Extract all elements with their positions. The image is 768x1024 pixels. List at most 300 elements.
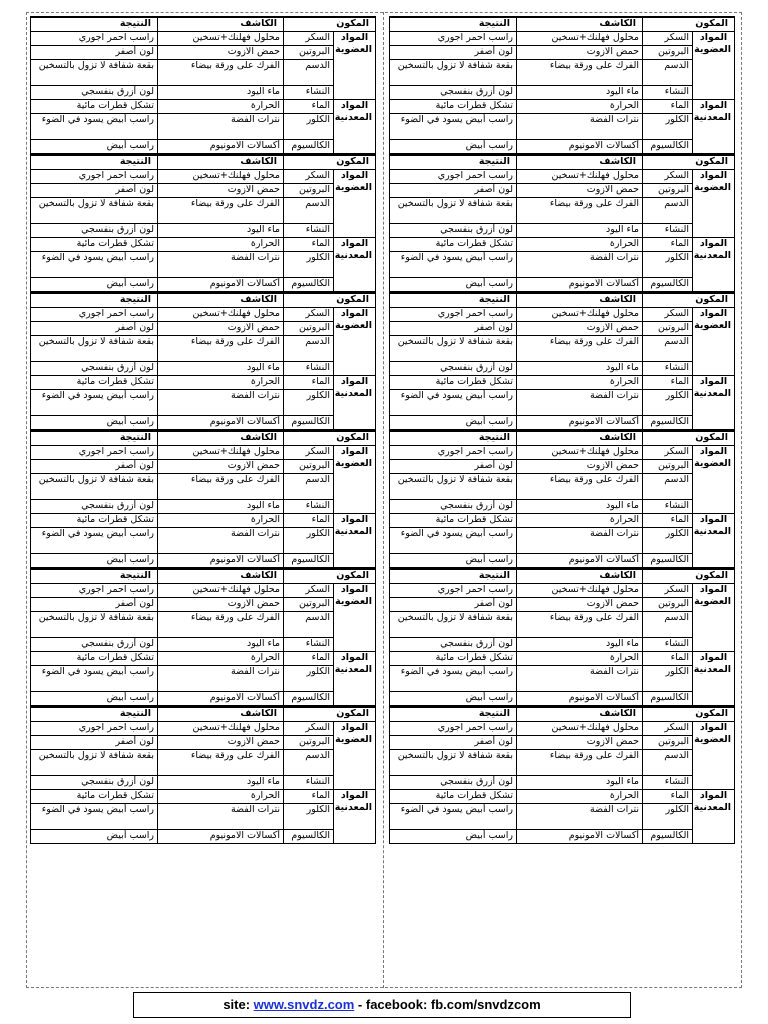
component-cell: الماء (284, 238, 334, 252)
detector-cell: ماء اليود (158, 638, 284, 652)
detector-cell: نترات الفضة (158, 804, 284, 830)
detector-cell: أكسالات الامونيوم (158, 278, 284, 292)
detector-cell: ماء اليود (158, 362, 284, 376)
component-cell: السكر (643, 722, 693, 736)
detector-cell: ماء اليود (517, 500, 643, 514)
result-cell: تشكل قطرات مائية (390, 100, 517, 114)
detector-cell: الفرك على ورقة بيضاء (158, 474, 284, 500)
test-card (30, 292, 376, 430)
detector-cell: ماء اليود (517, 638, 643, 652)
component-cell: الكلور (643, 528, 693, 554)
result-cell: لون أصفر (31, 322, 158, 336)
component-cell: البروتين (643, 184, 693, 198)
result-cell: بقعة شفافة لا تزول بالتسخين (390, 612, 517, 638)
component-cell: السكر (643, 446, 693, 460)
detector-cell: ماء اليود (158, 776, 284, 790)
result-cell: لون أزرق بنفسجي (390, 638, 517, 652)
result-cell: بقعة شفافة لا تزول بالتسخين (390, 60, 517, 86)
detector-cell: محلول فهلنك+تسخين (517, 32, 643, 46)
header-detector: الكاشف (517, 431, 643, 446)
result-cell: تشكل قطرات مائية (31, 790, 158, 804)
detector-cell: حمض الازوت (158, 598, 284, 612)
group-organic: المواد العضوية (334, 32, 376, 100)
component-cell: البروتين (284, 736, 334, 750)
detector-cell: الحرارة (517, 376, 643, 390)
component-cell: الماء (643, 652, 693, 666)
result-cell: راسب أبيض يسود في الضوء (390, 666, 517, 692)
component-cell: الكالسيوم (284, 140, 334, 154)
detector-cell: الحرارة (158, 652, 284, 666)
test-card (30, 706, 376, 844)
component-cell: البروتين (643, 322, 693, 336)
detector-cell: الحرارة (517, 790, 643, 804)
detector-cell: محلول فهلنك+تسخين (517, 722, 643, 736)
header-component: المكون (643, 293, 735, 308)
result-cell: لون أصفر (390, 322, 517, 336)
result-cell: راسب احمر اجوري (31, 32, 158, 46)
component-cell: الكلور (284, 804, 334, 830)
detector-cell: نترات الفضة (158, 114, 284, 140)
component-cell: الماء (643, 100, 693, 114)
group-mineral: المواد المعدنية (334, 514, 376, 568)
result-cell: لون أصفر (390, 736, 517, 750)
component-cell: الماء (284, 514, 334, 528)
result-cell: راسب أبيض (31, 692, 158, 706)
detector-cell: محلول فهلنك+تسخين (158, 308, 284, 322)
detector-cell: ماء اليود (158, 224, 284, 238)
group-mineral: المواد المعدنية (334, 100, 376, 154)
component-cell: الدسم (284, 474, 334, 500)
detector-cell: ماء اليود (517, 362, 643, 376)
result-cell: تشكل قطرات مائية (390, 376, 517, 390)
result-cell: بقعة شفافة لا تزول بالتسخين (390, 336, 517, 362)
component-cell: البروتين (643, 736, 693, 750)
result-cell: لون أزرق بنفسجي (31, 776, 158, 790)
result-cell: راسب احمر اجوري (31, 170, 158, 184)
detector-cell: أكسالات الامونيوم (517, 416, 643, 430)
test-card (389, 292, 735, 430)
result-cell: لون أزرق بنفسجي (31, 86, 158, 100)
detector-cell: محلول فهلنك+تسخين (158, 722, 284, 736)
detector-cell: أكسالات الامونيوم (517, 830, 643, 844)
component-cell: الماء (643, 514, 693, 528)
result-cell: راسب أبيض (31, 554, 158, 568)
result-cell: لون أصفر (31, 736, 158, 750)
group-organic: المواد العضوية (334, 722, 376, 790)
component-cell: البروتين (284, 46, 334, 60)
result-cell: تشكل قطرات مائية (390, 238, 517, 252)
center-cut-line (383, 12, 384, 988)
result-cell: راسب أبيض يسود في الضوء (31, 114, 158, 140)
test-card (30, 16, 376, 154)
result-cell: راسب أبيض (31, 278, 158, 292)
result-cell: بقعة شفافة لا تزول بالتسخين (31, 60, 158, 86)
component-cell: السكر (284, 32, 334, 46)
component-cell: الدسم (643, 198, 693, 224)
header-detector: الكاشف (517, 155, 643, 170)
header-result: النتيجة (31, 431, 158, 446)
result-cell: لون أزرق بنفسجي (390, 224, 517, 238)
group-organic: المواد العضوية (334, 446, 376, 514)
result-cell: راسب أبيض (390, 554, 517, 568)
component-cell: الكلور (643, 252, 693, 278)
header-detector: الكاشف (517, 17, 643, 32)
component-cell: السكر (643, 170, 693, 184)
header-component: المكون (284, 707, 376, 722)
detector-cell: الفرك على ورقة بيضاء (517, 612, 643, 638)
component-cell: السكر (284, 170, 334, 184)
detector-cell: نترات الفضة (517, 666, 643, 692)
detector-cell: الحرارة (158, 238, 284, 252)
header-component: المكون (643, 155, 735, 170)
group-organic: المواد العضوية (693, 446, 735, 514)
detector-cell: الفرك على ورقة بيضاء (158, 612, 284, 638)
test-card (30, 568, 376, 706)
component-cell: البروتين (643, 460, 693, 474)
component-cell: النشاء (643, 362, 693, 376)
detector-cell: الفرك على ورقة بيضاء (158, 60, 284, 86)
group-mineral: المواد المعدنية (334, 376, 376, 430)
header-result: النتيجة (31, 155, 158, 170)
detector-cell: أكسالات الامونيوم (517, 140, 643, 154)
component-cell: الكلور (284, 666, 334, 692)
header-component: المكون (643, 569, 735, 584)
component-cell: الماء (643, 238, 693, 252)
result-cell: تشكل قطرات مائية (31, 652, 158, 666)
detector-cell: حمض الازوت (158, 736, 284, 750)
detector-cell: أكسالات الامونيوم (158, 554, 284, 568)
result-cell: راسب احمر اجوري (390, 446, 517, 460)
result-cell: راسب أبيض يسود في الضوء (390, 114, 517, 140)
detector-cell: محلول فهلنك+تسخين (517, 584, 643, 598)
result-cell: لون أصفر (31, 184, 158, 198)
component-cell: النشاء (643, 86, 693, 100)
result-cell: بقعة شفافة لا تزول بالتسخين (31, 198, 158, 224)
detector-cell: الحرارة (158, 100, 284, 114)
test-card (389, 706, 735, 844)
component-cell: الماء (284, 376, 334, 390)
detector-cell: محلول فهلنك+تسخين (158, 170, 284, 184)
result-cell: راسب احمر اجوري (390, 722, 517, 736)
component-cell: النشاء (643, 638, 693, 652)
component-cell: الكالسيوم (643, 554, 693, 568)
group-organic: المواد العضوية (334, 584, 376, 652)
header-detector: الكاشف (158, 293, 284, 308)
result-cell: راسب احمر اجوري (31, 308, 158, 322)
header-component: المكون (284, 569, 376, 584)
detector-cell: نترات الفضة (517, 252, 643, 278)
component-cell: الكالسيوم (284, 278, 334, 292)
result-cell: لون أصفر (390, 184, 517, 198)
result-cell: راسب أبيض (31, 416, 158, 430)
component-cell: الكلور (643, 666, 693, 692)
detector-cell: أكسالات الامونيوم (517, 554, 643, 568)
component-cell: السكر (643, 32, 693, 46)
group-organic: المواد العضوية (693, 584, 735, 652)
header-result: النتيجة (390, 17, 517, 32)
component-cell: الماء (284, 790, 334, 804)
result-cell: لون أزرق بنفسجي (31, 500, 158, 514)
component-cell: الكالسيوم (284, 416, 334, 430)
result-cell: بقعة شفافة لا تزول بالتسخين (390, 750, 517, 776)
header-detector: الكاشف (158, 155, 284, 170)
result-cell: تشكل قطرات مائية (31, 376, 158, 390)
test-card (389, 154, 735, 292)
header-result: النتيجة (390, 293, 517, 308)
result-cell: راسب أبيض يسود في الضوء (31, 390, 158, 416)
result-cell: راسب أبيض (31, 140, 158, 154)
group-mineral: المواد المعدنية (693, 790, 735, 844)
result-cell: لون أصفر (31, 598, 158, 612)
component-cell: الماء (643, 790, 693, 804)
result-cell: تشكل قطرات مائية (31, 514, 158, 528)
component-cell: النشاء (643, 224, 693, 238)
component-cell: النشاء (284, 638, 334, 652)
header-result: النتيجة (31, 293, 158, 308)
component-cell: الكالسيوم (284, 692, 334, 706)
footer-site-link[interactable]: www.snvdz.com (253, 997, 355, 1012)
detector-cell: حمض الازوت (517, 322, 643, 336)
result-cell: راسب أبيض (31, 830, 158, 844)
group-organic: المواد العضوية (693, 722, 735, 790)
detector-cell: نترات الفضة (158, 390, 284, 416)
result-cell: بقعة شفافة لا تزول بالتسخين (31, 474, 158, 500)
result-cell: لون أزرق بنفسجي (31, 638, 158, 652)
component-cell: الدسم (284, 336, 334, 362)
detector-cell: نترات الفضة (517, 804, 643, 830)
component-cell: الكلور (284, 528, 334, 554)
component-cell: الدسم (284, 612, 334, 638)
result-cell: لون أصفر (31, 460, 158, 474)
component-cell: البروتين (643, 598, 693, 612)
group-mineral: المواد المعدنية (693, 514, 735, 568)
detector-cell: محلول فهلنك+تسخين (158, 584, 284, 598)
header-component: المكون (284, 431, 376, 446)
component-cell: الماء (643, 376, 693, 390)
component-cell: الكالسيوم (643, 416, 693, 430)
detector-cell: نترات الفضة (158, 252, 284, 278)
result-cell: راسب أبيض (390, 830, 517, 844)
result-cell: راسب أبيض يسود في الضوء (31, 528, 158, 554)
detector-cell: محلول فهلنك+تسخين (517, 308, 643, 322)
result-cell: لون أزرق بنفسجي (31, 224, 158, 238)
header-result: النتيجة (31, 17, 158, 32)
footer-facebook: facebook: fb.com/snvdzcom (365, 997, 541, 1012)
component-cell: السكر (284, 308, 334, 322)
detector-cell: أكسالات الامونيوم (517, 692, 643, 706)
result-cell: راسب أبيض يسود في الضوء (390, 528, 517, 554)
detector-cell: حمض الازوت (517, 598, 643, 612)
column-right (389, 16, 734, 844)
header-component: المكون (284, 17, 376, 32)
component-cell: الكلور (643, 390, 693, 416)
result-cell: راسب أبيض يسود في الضوء (390, 390, 517, 416)
result-cell: راسب أبيض (390, 278, 517, 292)
detector-cell: حمض الازوت (517, 46, 643, 60)
group-mineral: المواد المعدنية (693, 652, 735, 706)
detector-cell: ماء اليود (158, 500, 284, 514)
column-left (30, 16, 375, 844)
result-cell: راسب أبيض يسود في الضوء (390, 804, 517, 830)
detector-cell: الحرارة (158, 376, 284, 390)
component-cell: السكر (643, 584, 693, 598)
detector-cell: الفرك على ورقة بيضاء (517, 474, 643, 500)
component-cell: السكر (284, 584, 334, 598)
group-mineral: المواد المعدنية (334, 790, 376, 844)
component-cell: السكر (643, 308, 693, 322)
detector-cell: حمض الازوت (158, 460, 284, 474)
result-cell: تشكل قطرات مائية (390, 652, 517, 666)
group-organic: المواد العضوية (693, 32, 735, 100)
component-cell: الدسم (643, 750, 693, 776)
footer-credits (133, 992, 631, 1018)
header-component: المكون (643, 431, 735, 446)
header-result: النتيجة (390, 569, 517, 584)
group-mineral: المواد المعدنية (693, 376, 735, 430)
detector-cell: الفرك على ورقة بيضاء (158, 750, 284, 776)
component-cell: النشاء (284, 224, 334, 238)
result-cell: راسب أبيض يسود في الضوء (31, 666, 158, 692)
result-cell: راسب احمر اجوري (390, 170, 517, 184)
component-cell: الكلور (284, 114, 334, 140)
header-detector: الكاشف (158, 431, 284, 446)
header-detector: الكاشف (517, 707, 643, 722)
component-cell: الدسم (643, 336, 693, 362)
result-cell: لون أصفر (390, 460, 517, 474)
detector-cell: الفرك على ورقة بيضاء (158, 336, 284, 362)
component-cell: الكالسيوم (643, 692, 693, 706)
result-cell: لون أصفر (31, 46, 158, 60)
test-card (389, 16, 735, 154)
detector-cell: حمض الازوت (517, 460, 643, 474)
component-cell: الكالسيوم (643, 278, 693, 292)
footer-site-label: site: (223, 997, 254, 1012)
group-mineral: المواد المعدنية (693, 100, 735, 154)
component-cell: الدسم (643, 60, 693, 86)
component-cell: النشاء (284, 500, 334, 514)
detector-cell: الفرك على ورقة بيضاء (517, 750, 643, 776)
header-result: النتيجة (390, 707, 517, 722)
component-cell: الماء (284, 652, 334, 666)
result-cell: لون أزرق بنفسجي (390, 500, 517, 514)
result-cell: راسب أبيض (390, 416, 517, 430)
detector-cell: محلول فهلنك+تسخين (158, 446, 284, 460)
component-cell: الكالسيوم (284, 830, 334, 844)
result-cell: تشكل قطرات مائية (31, 238, 158, 252)
detector-cell: الحرارة (158, 790, 284, 804)
result-cell: لون أزرق بنفسجي (31, 362, 158, 376)
component-cell: الدسم (284, 60, 334, 86)
test-card (389, 568, 735, 706)
detector-cell: الحرارة (517, 652, 643, 666)
detector-cell: نترات الفضة (517, 528, 643, 554)
result-cell: تشكل قطرات مائية (31, 100, 158, 114)
detector-cell: حمض الازوت (158, 46, 284, 60)
component-cell: الكالسيوم (284, 554, 334, 568)
detector-cell: الفرك على ورقة بيضاء (158, 198, 284, 224)
component-cell: النشاء (643, 500, 693, 514)
header-detector: الكاشف (158, 707, 284, 722)
header-result: النتيجة (31, 707, 158, 722)
group-organic: المواد العضوية (693, 170, 735, 238)
detector-cell: الفرك على ورقة بيضاء (517, 336, 643, 362)
detector-cell: نترات الفضة (158, 528, 284, 554)
component-cell: الكلور (284, 390, 334, 416)
test-card (30, 154, 376, 292)
detector-cell: أكسالات الامونيوم (158, 830, 284, 844)
group-mineral: المواد المعدنية (693, 238, 735, 292)
detector-cell: ماء اليود (158, 86, 284, 100)
result-cell: لون أصفر (390, 598, 517, 612)
detector-cell: أكسالات الامونيوم (158, 416, 284, 430)
detector-cell: أكسالات الامونيوم (158, 140, 284, 154)
result-cell: راسب احمر اجوري (390, 32, 517, 46)
result-cell: لون أصفر (390, 46, 517, 60)
detector-cell: محلول فهلنك+تسخين (517, 170, 643, 184)
header-result: النتيجة (390, 431, 517, 446)
component-cell: السكر (284, 722, 334, 736)
result-cell: راسب احمر اجوري (390, 584, 517, 598)
detector-cell: نترات الفضة (517, 114, 643, 140)
header-component: المكون (284, 155, 376, 170)
detector-cell: نترات الفضة (158, 666, 284, 692)
detector-cell: أكسالات الامونيوم (158, 692, 284, 706)
header-detector: الكاشف (158, 569, 284, 584)
group-organic: المواد العضوية (693, 308, 735, 376)
detector-cell: حمض الازوت (158, 184, 284, 198)
group-mineral: المواد المعدنية (334, 652, 376, 706)
result-cell: لون أزرق بنفسجي (390, 86, 517, 100)
detector-cell: حمض الازوت (517, 184, 643, 198)
component-cell: النشاء (284, 776, 334, 790)
component-cell: الكلور (643, 804, 693, 830)
detector-cell: ماء اليود (517, 224, 643, 238)
result-cell: تشكل قطرات مائية (390, 790, 517, 804)
result-cell: لون أزرق بنفسجي (390, 362, 517, 376)
component-cell: السكر (284, 446, 334, 460)
header-detector: الكاشف (158, 17, 284, 32)
component-cell: الدسم (284, 750, 334, 776)
component-cell: النشاء (643, 776, 693, 790)
result-cell: بقعة شفافة لا تزول بالتسخين (390, 198, 517, 224)
result-cell: راسب أبيض (390, 140, 517, 154)
group-organic: المواد العضوية (334, 170, 376, 238)
test-card (30, 430, 376, 568)
result-cell: راسب أبيض (390, 692, 517, 706)
group-mineral: المواد المعدنية (334, 238, 376, 292)
result-cell: راسب احمر اجوري (31, 584, 158, 598)
result-cell: راسب أبيض يسود في الضوء (31, 252, 158, 278)
header-detector: الكاشف (517, 293, 643, 308)
header-component: المكون (643, 707, 735, 722)
detector-cell: محلول فهلنك+تسخين (158, 32, 284, 46)
header-component: المكون (643, 17, 735, 32)
result-cell: بقعة شفافة لا تزول بالتسخين (31, 750, 158, 776)
component-cell: الدسم (284, 198, 334, 224)
detector-cell: ماء اليود (517, 86, 643, 100)
component-cell: النشاء (284, 362, 334, 376)
detector-cell: حمض الازوت (517, 736, 643, 750)
result-cell: بقعة شفافة لا تزول بالتسخين (31, 336, 158, 362)
component-cell: الكلور (643, 114, 693, 140)
result-cell: تشكل قطرات مائية (390, 514, 517, 528)
result-cell: راسب أبيض يسود في الضوء (390, 252, 517, 278)
detector-cell: الحرارة (517, 100, 643, 114)
component-cell: البروتين (284, 184, 334, 198)
component-cell: النشاء (284, 86, 334, 100)
header-result: النتيجة (31, 569, 158, 584)
detector-cell: الفرك على ورقة بيضاء (517, 60, 643, 86)
